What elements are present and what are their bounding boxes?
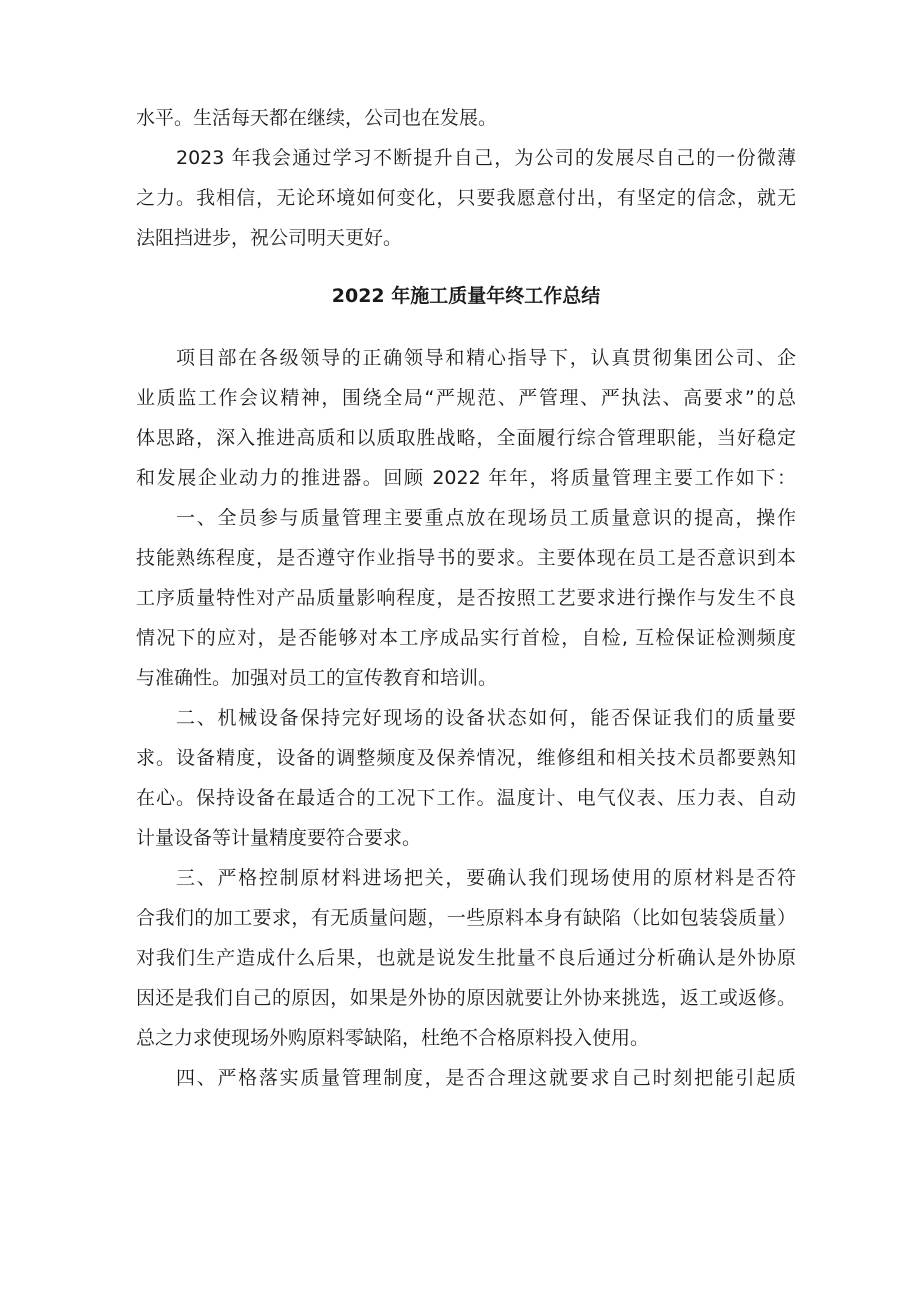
paragraph-line: 因还是我们自己的原因，如果是外协的原因就要让外协来挑选，返工或返修。: [136, 987, 796, 1009]
paragraph-4: [136, 858, 796, 1058]
paragraph-line: 对我们生产造成什么后果，也就是说发生批量不良后通过分析确认是外协原: [136, 947, 796, 969]
paragraph-line: 一、全员参与质量管理主要重点放在现场员工质量意识的提高，操作: [176, 507, 796, 529]
paragraph-line: 在心。保持设备在最适合的工况下工作。温度计、电气仪表、压力表、自动: [136, 787, 796, 809]
intro-line-2: 2023 年我会通过学习不断提升自己，为公司的发展尽自己的一份微薄: [176, 147, 796, 169]
paragraph-line: 情况下的应对，是否能够对本工序成品实行首检，自检, 互检保证检测频度: [136, 627, 796, 649]
paragraph-line: 三、严格控制原材料进场把关，要确认我们现场使用的原材料是否符: [176, 867, 796, 889]
paragraph-5: [136, 1058, 796, 1098]
paragraph-line: 二、机械设备保持完好现场的设备状态如何，能否保证我们的质量要: [176, 707, 796, 729]
paragraph-3: [136, 698, 796, 858]
paragraph-line: 技能熟练程度，是否遵守作业指导书的要求。主要体现在员工是否意识到本: [136, 547, 796, 569]
paragraph-line: 总之力求使现场外购原料零缺陷，杜绝不合格原料投入使用。: [136, 1027, 650, 1049]
intro-line-1: 水平。生活每天都在继续，公司也在发展。: [136, 107, 498, 129]
intro-line-4: 法阻挡进步，祝公司明天更好。: [136, 227, 403, 249]
paragraph-line: 求。设备精度，设备的调整频度及保养情况，维修组和相关技术员都要熟知: [136, 747, 796, 769]
intro-line-3: 之力。我相信，无论环境如何变化，只要我愿意付出，有坚定的信念，就无: [136, 187, 796, 209]
paragraph-line: 合我们的加工要求，有无质量问题，一些原料本身有缺陷（比如包装袋质量）: [136, 907, 796, 929]
document-page: [136, 98, 796, 1098]
paragraph-line: 体思路，深入推进高质和以质取胜战略，全面履行综合管理职能，当好稳定: [136, 427, 796, 449]
paragraph-line: 和发展企业动力的推进器。回顾 2022 年年，将质量管理主要工作如下：: [136, 467, 796, 489]
paragraph-line: 业质监工作会议精神，围绕全局“严规范、严管理、严执法、高要求”的总: [136, 387, 796, 409]
paragraph-line: 工序质量特性对产品质量影响程度，是否按照工艺要求进行操作与发生不良: [136, 587, 796, 609]
section-title: 2022 年施工质量年终工作总结: [331, 285, 601, 307]
paragraph-line: 计量设备等计量精度要符合要求。: [136, 827, 422, 849]
paragraph-line: 与准确性。加强对员工的宣传教育和培训。: [136, 667, 498, 689]
paragraph-line: 四、严格落实质量管理制度，是否合理这就要求自己时刻把能引起质: [176, 1067, 796, 1089]
paragraph-2: [136, 498, 796, 698]
paragraph-line: 项目部在各级领导的正确领导和精心指导下，认真贯彻集团公司、企: [176, 347, 796, 369]
paragraph-1: [136, 338, 796, 498]
